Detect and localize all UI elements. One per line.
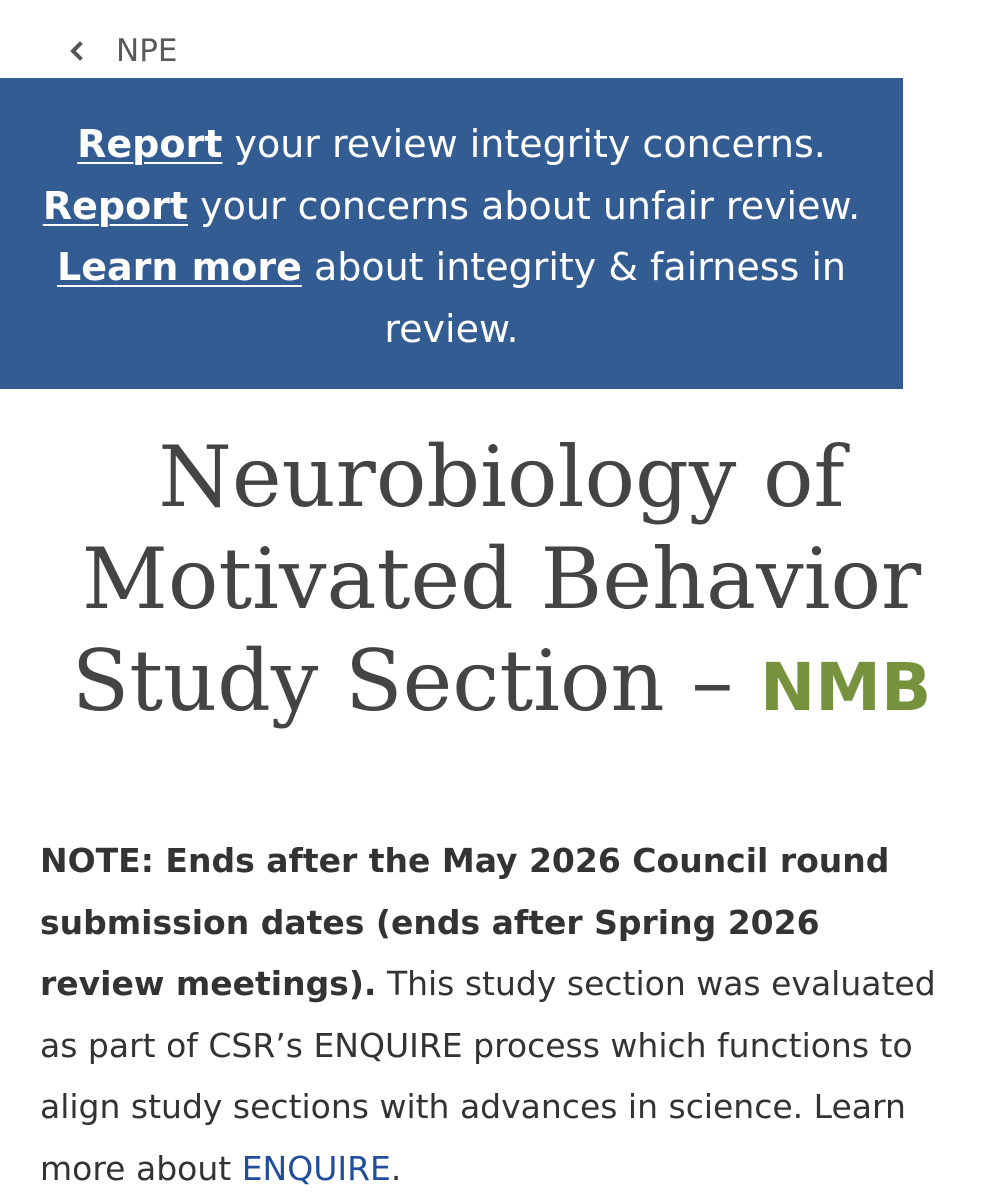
chevron-left-icon bbox=[66, 40, 88, 62]
report-integrity-link[interactable]: Report bbox=[77, 122, 223, 166]
title-line-2: Motivated Behavior bbox=[81, 530, 922, 628]
study-section-note bbox=[40, 830, 940, 1199]
integrity-banner bbox=[0, 78, 903, 389]
title-line-1: Neurobiology of bbox=[158, 428, 845, 526]
banner-text-3: about integrity & fairness in review. bbox=[301, 245, 847, 351]
back-link-label: NPE bbox=[116, 33, 178, 69]
learn-more-link[interactable]: Learn more bbox=[56, 245, 302, 289]
report-unfair-review-link[interactable]: Report bbox=[42, 183, 189, 228]
banner-text-1: your review integrity concerns. bbox=[222, 122, 826, 166]
study-section-abbreviation: NMB bbox=[760, 649, 932, 726]
back-link-npe[interactable] bbox=[66, 28, 177, 74]
note-bold-text: NOTE: Ends after the May 2026 Council round submission dates (ends after Spring 2026 review meetings). bbox=[40, 841, 890, 1003]
page-title bbox=[0, 426, 1003, 739]
title-line-3: Study Section – bbox=[71, 632, 761, 730]
banner-text-2: your concerns about unfair review. bbox=[188, 183, 861, 228]
note-end-punct: . bbox=[390, 1148, 402, 1188]
enquire-link[interactable]: ENQUIRE bbox=[241, 1148, 391, 1188]
note-body-text: This study section was evaluated as part of CSR’s ENQUIRE process which functions to align study sections with advances in science. Learn more about bbox=[40, 964, 936, 1188]
